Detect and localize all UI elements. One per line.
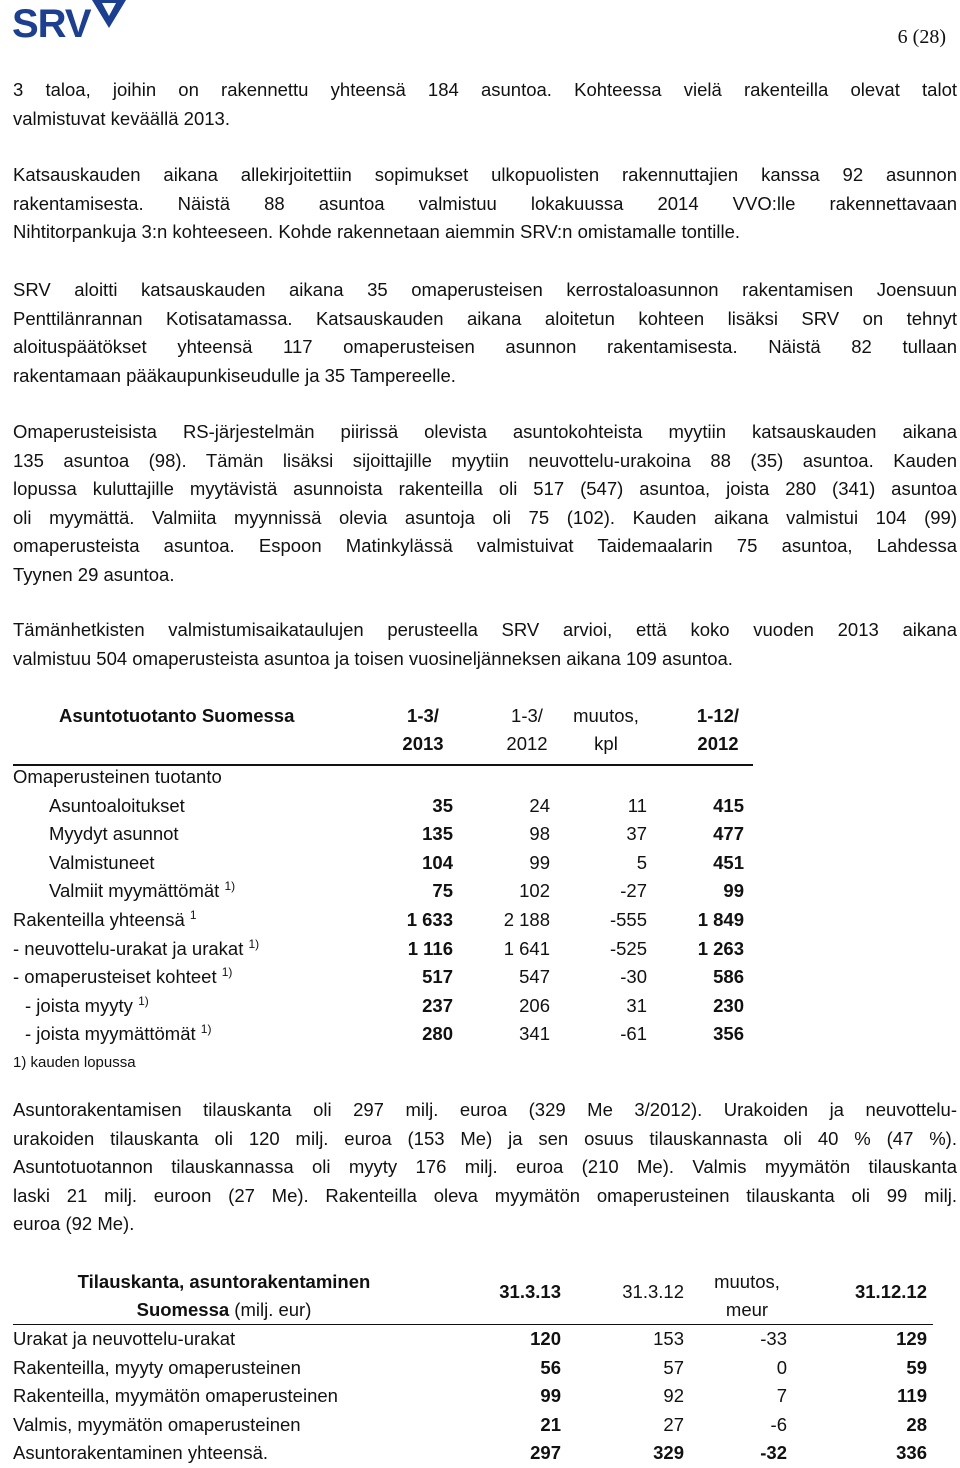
table-cell: -555 [609,908,647,930]
table-cell: 35 [432,794,453,816]
text-line: oli myymättä. Valmiita myynnissä olevia asuntoja oli 75 (102). Kauden aikana valmistui 104 (99) [13,506,957,528]
table-cell: -525 [609,937,647,959]
table-cell: 1 263 [697,937,744,959]
table-cell: 57 [663,1356,684,1378]
table-cell: 477 [713,823,744,845]
table-cell: 59 [906,1356,927,1378]
table-cell: 21 [540,1413,561,1435]
text-line: euroa (92 Me). [13,1213,135,1235]
paragraph-6 [13,1096,957,1239]
row-label: Urakat ja neuvottelu-urakat [13,1328,236,1349]
column-header: muutos, kpl [573,705,639,754]
table-header [13,1266,933,1325]
table-row [13,906,753,935]
table-row [13,792,753,821]
table-cell: 27 [663,1413,684,1435]
text-line: rakentamaan pääkaupunkiseudulle ja 35 Tampereelle. [13,364,456,386]
table-header [13,700,753,766]
table-cell: 24 [529,794,550,816]
srv-logo [12,0,122,48]
page-number: 6 (28) [897,26,946,48]
table-cell: -33 [760,1328,787,1349]
table-row [13,820,753,849]
text-line: 135 asuntoa (98). Tämän lisäksi sijoittajille myytiin neuvottelu-urakoina 88 (35) asuntoa. Kauden [13,449,957,471]
column-header: 31.3.12 [622,1281,684,1302]
paragraph-3 [13,276,957,390]
table-cell: 75 [432,880,453,902]
table-cell: 98 [529,823,550,845]
table-cell: 104 [422,851,453,873]
text-line: valmistuvat keväällä 2013. [13,107,230,129]
text-line: Katsauskauden aikana allekirjoitettiin sopimukset ulkopuolisten rakennuttajien kanssa 92 asunnon [13,164,957,185]
table-row [13,849,753,878]
text-line: aloituspäätökset yhteensä 117 omaperusteisen asunnon rakentamisesta. Näistä 82 tullaan [13,336,957,358]
table-cell: 206 [519,994,550,1016]
text-line: urakoiden tilauskanta oli 120 milj. euroa (153 Me) ja sen osuus tilauskannasta oli 40 % (47 %). [13,1127,957,1149]
housing-production-table [13,700,753,1078]
table-cell: 102 [519,880,550,902]
row-label: Myydyt asunnot [49,823,179,845]
table-cell: 153 [653,1328,684,1349]
row-label: - omaperusteiset kohteet $^{1)}$ [13,965,233,988]
table-cell: 415 [713,794,744,816]
row-label: Rakenteilla, myymätön omaperusteinen [13,1385,338,1407]
table-row [13,1325,933,1354]
paragraph-1 [13,76,957,133]
row-label: - joista myyty $^{1)}$ [25,993,149,1016]
table-cell: 37 [626,823,647,845]
row-label: Rakenteilla yhteensä $^1$ [13,907,197,930]
text-line: Nihtitorpankuja 3:n kohteeseen. Kohde rakennetaan aiemmin SRV:n omistamalle tontille. [13,221,741,243]
table-cell: 237 [422,994,453,1016]
table-cell: 336 [896,1442,927,1464]
table-cell: -61 [620,1023,647,1045]
text-line: Omaperusteisista RS-järjestelmän piirissä olevista asuntokohteista myytiin katsauskauden aikana [13,421,957,442]
paragraph-4 [13,418,957,590]
table-row [13,1354,933,1383]
table-cell: 7 [776,1385,787,1407]
row-label: - neuvottelu-urakat ja urakat $^{1)}$ [13,936,260,959]
logo-check-mark-icon [92,0,126,30]
table-cell: 1 641 [503,937,550,959]
table-cell: 297 [530,1442,561,1464]
text-line: rakentamisesta. Näistä 88 asuntoa valmistuu lokakuussa 2014 VVO:lle rakennettavaan [13,192,957,214]
text-line: laski 21 milj. euroon (27 Me). Rakenteilla oleva myymätön omaperusteinen tilauskanta oli 99 milj. [13,1184,957,1206]
text-line: SRV aloitti katsauskauden aikana 35 omaperusteisen kerrostaloasunnon rakentamisen Joensuun [13,279,957,300]
column-header: 31.3.13 [499,1281,561,1302]
table-cell: 28 [906,1413,927,1435]
row-label: Valmis, myymätön omaperusteinen [13,1413,301,1435]
table-cell: 1 633 [406,908,453,930]
table-cell: 135 [422,823,453,845]
table-cell: 2 188 [503,908,550,930]
text-line: omaperusteista asuntoa. Espoon Matinkylässä valmistuivat Taidemaalarin 75 asuntoa, Lahdessa [13,535,957,557]
text-line: Asuntorakentamisen tilauskanta oli 297 milj. euroa (329 Me 3/2012). Urakoiden ja neuvottelu- [13,1099,957,1120]
table-cell: 517 [422,966,453,988]
table-cell: 5 [636,851,647,873]
table-row [13,1020,753,1049]
table-row [13,877,753,906]
row-label: Valmistuneet [49,851,155,873]
column-header: 1-3/ 2012 [506,705,548,754]
row-label: Asuntorakentaminen yhteensä. [13,1442,269,1464]
table-title: Asuntotuotanto Suomessa [59,705,295,726]
row-label: - joista myymättömät $^{1)}$ [25,1022,212,1045]
table-cell: 0 [776,1356,787,1378]
table-row [13,1411,933,1440]
column-header: 1-12/ 2012 [696,705,740,754]
table-row [13,935,753,964]
table-cell: 586 [713,966,744,988]
table-cell: 11 [627,794,647,816]
row-label: Valmiit myymättömät $^{1)}$ [49,879,236,902]
table-cell: 1 116 [407,937,453,959]
row-label: Rakenteilla, myyty omaperusteinen [13,1356,301,1378]
text-line: Tämänhetkisten valmistumisaikataulujen perusteella SRV arvioi, että koko vuoden 2013 aikana [13,619,957,640]
table-cell: -27 [620,880,647,902]
paragraph-2 [13,161,957,247]
table-cell: 341 [519,1023,550,1045]
column-header: muutos, meur [714,1271,780,1320]
table-cell: 56 [540,1356,561,1378]
table-cell: -30 [620,966,647,988]
table-cell: 129 [896,1328,927,1349]
column-header: 1-3/ 2013 [402,705,444,754]
order-backlog-table [13,1266,933,1468]
table-cell: 547 [519,966,550,988]
paragraph-5 [13,616,957,673]
table-cell: 92 [663,1385,684,1407]
column-header: 31.12.12 [854,1281,927,1302]
table-row [13,1382,933,1411]
table-cell: -6 [770,1413,787,1435]
table-cell: 230 [713,994,744,1016]
table-cell: 99 [529,851,550,873]
table-cell: 119 [897,1385,927,1407]
table-cell: 1 849 [697,908,744,930]
table-cell: 329 [653,1442,684,1464]
table-row [13,963,753,992]
table-row [13,1439,933,1468]
table-cell: 451 [713,851,744,873]
table-cell: 31 [626,994,647,1016]
text-line: lopussa kuluttajille myytävistä asunnoista rakenteilla oli 517 (547) asuntoa, joista 280 (341) asuntoa [13,478,957,500]
table-row [13,992,753,1021]
table-cell: 99 [540,1385,561,1407]
table-cell: 99 [723,880,744,902]
text-line: valmistuu 504 omaperusteista asuntoa ja toisen vuosineljänneksen aikana 109 asuntoa. [13,647,733,669]
table-cell: 356 [713,1023,744,1045]
table-title: Tilauskanta, asuntorakentaminen Suomessa (milj. eur) [77,1271,371,1320]
text-line: 3 taloa, joihin on rakennettu yhteensä 184 asuntoa. Kohteessa vielä rakenteilla olevat talot [13,79,957,100]
table-cell: 280 [422,1023,453,1045]
table-cell: -32 [760,1442,787,1464]
text-line: Tyynen 29 asuntoa. [13,563,175,585]
footnote: 1) kauden lopussa [13,1053,136,1071]
section-row: Omaperusteinen tuotanto [13,766,222,787]
table-cell: 120 [530,1328,561,1349]
logo-text: SRV [12,2,91,46]
text-line: Penttilänrannan Kotisatamassa. Katsauskauden aikana aloitetun kohteen lisäksi SRV on tehnyt [13,307,957,329]
row-label: Asuntoaloitukset [49,794,185,816]
text-line: Asuntotuotannon tilauskannassa oli myyty 176 milj. euroa (210 Me). Valmis myymätön tilauskanta [13,1156,957,1178]
